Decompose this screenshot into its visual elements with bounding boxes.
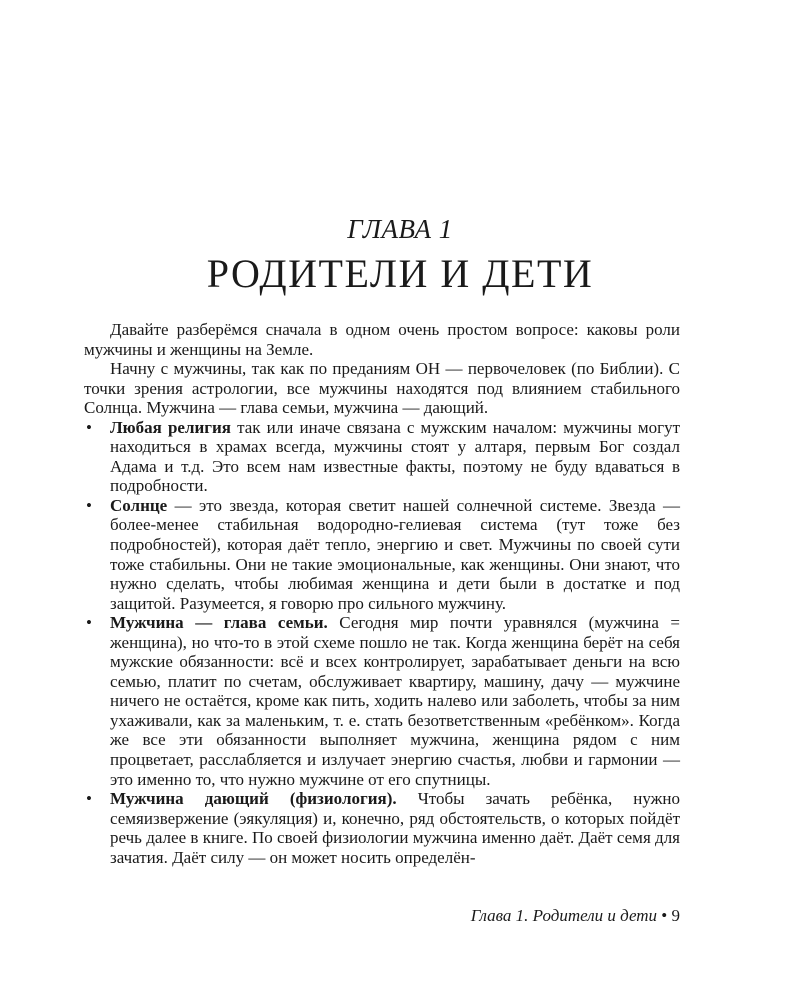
list-item-lead: Мужчина дающий (физиология). (110, 789, 397, 809)
running-footer (471, 906, 680, 926)
list-item (84, 789, 680, 867)
bullet-icon: • (86, 495, 92, 515)
footer-separator: • (661, 906, 668, 925)
body-text (84, 320, 680, 867)
page-number: 9 (671, 906, 680, 925)
running-title: Глава 1. Родители и дети (470, 906, 658, 925)
bullet-icon: • (86, 417, 92, 437)
chapter-label: ГЛАВА 1 (347, 214, 453, 244)
list-item-lead: Солнце (110, 495, 168, 515)
list-item (84, 613, 680, 789)
list-item (84, 418, 680, 496)
list-item-text: Чтобы зачать ребёнка, нужно семяизвержение (эякуляция) и, конечно, ряд обстоятельств, о которых пойдёт речь далее в книге. По своей физиологии мужчина именно даёт. Даёт семя для зачатия. Даёт силу — он может носить определён- (110, 789, 680, 867)
bullet-list (84, 418, 680, 868)
list-item-lead: Мужчина — глава семьи. (110, 613, 328, 633)
bullet-icon: • (86, 613, 92, 633)
chapter-title: РОДИТЕЛИ И ДЕТИ (206, 251, 594, 296)
list-item (84, 496, 680, 613)
list-item-lead: Любая религия (110, 417, 232, 437)
bullet-icon: • (86, 789, 92, 809)
list-item-text: так или иначе связана с мужским началом: мужчины могут находиться в храмах всегда, мужчины стоят у алтаря, первым Бог создал Адама и т.д. Это всем нам известные факты, поэтому не буду вдаваться в подробности. (110, 417, 680, 496)
paragraph: Давайте разберёмся сначала в одном очень простом вопросе: каковы роли мужчины и женщины на Земле. (84, 320, 680, 359)
list-item-text: Сегодня мир почти уравнялся (мужчина = женщина), но что-то в этой схеме пошло не так. Когда женщина берёт на себя мужские обязанности: всё и всех контролирует, зарабатывает деньги на всю семью, платит по счетам, обслуживает квартиру, машину, дачу — мужчине ничего не остаётся, кроме как пить, ходить налево или заболеть, чтобы за ним ухаживали, как за маленьким, т. е. стать безответственным «ребёнком». Когда же все эти обязанности выполняет мужчина, женщина рядом с ним процветает, расслабляется и излучает энергию счастья, любви и гармонии — это именно то, что нужно мужчине от его спутницы. (110, 613, 680, 789)
paragraph: Начну с мужчины, так как по преданиям ОН — первочеловек (по Библии). С точки зрения астрологии, все мужчины находятся под влиянием стабильного Солнца. Мужчина — глава семьи, мужчина — дающий. (84, 359, 680, 418)
list-item-text: — это звезда, которая светит нашей солнечной системе. Звезда — более-менее стабильная водородно-гелиевая система (тут тоже без подробностей), которая даёт тепло, энергию и свет. Мужчины по своей сути тоже стабильны. Они не такие эмоциональные, как женщины. Они знают, что нужно сделать, чтобы любимая женщина и дети были в достатке и под защитой. Разумеется, я говорю про сильного мужчину. (110, 495, 680, 613)
